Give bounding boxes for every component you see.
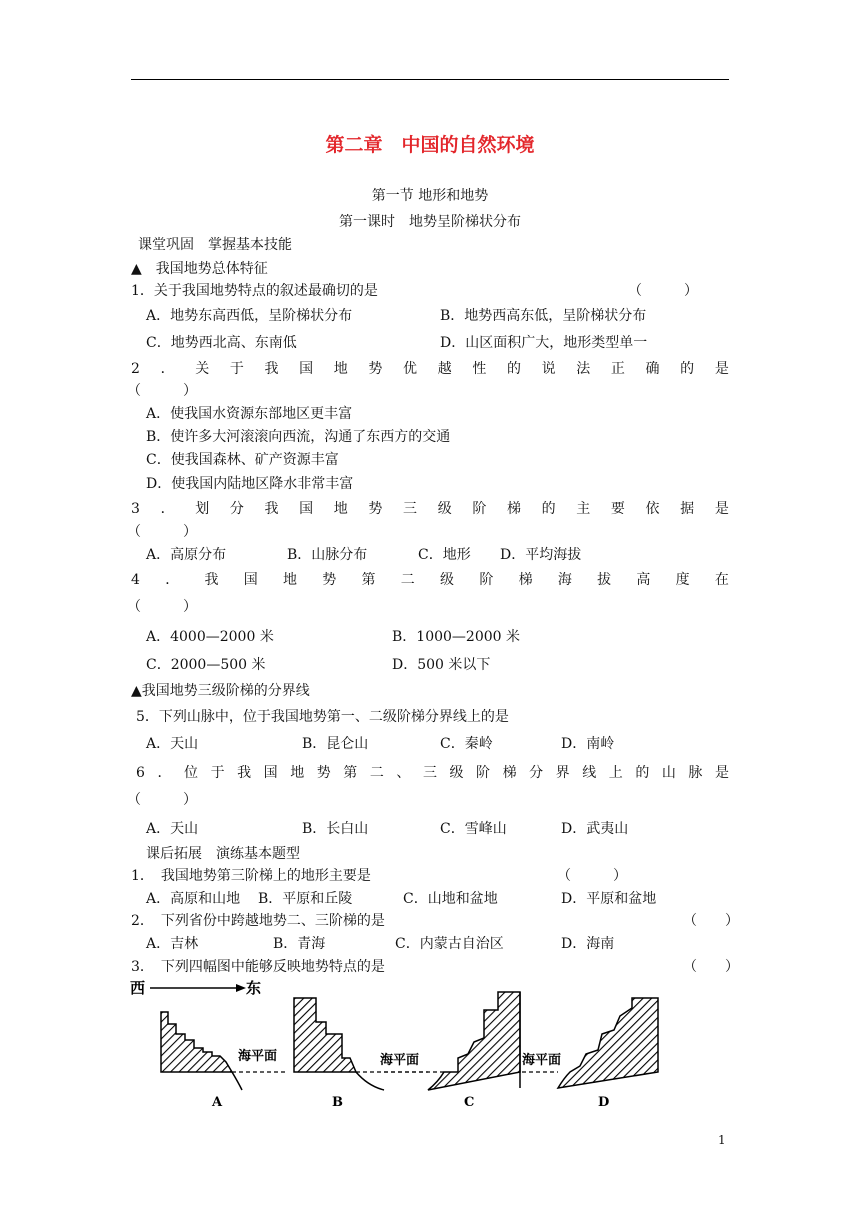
q2-option-d: D．使我国内陆地区降水非常丰富 xyxy=(146,476,354,492)
h1-option-a: A．高原和山地 xyxy=(146,891,241,907)
terrain-profile-figure xyxy=(128,978,664,1112)
sea-level-label-a: 海平面 xyxy=(238,1049,278,1064)
sea-level-label-c: 海平面 xyxy=(522,1053,562,1068)
q5-option-b: B．昆仑山 xyxy=(302,736,369,752)
q3-stem: 3 ． 划 分 我 国 地 势 三 级 阶 梯 的 主 要 依 据 是 xyxy=(131,501,729,517)
h2-stem: 2． 下列省份中跨越地势二、三阶梯的是 xyxy=(131,913,385,929)
profile-b xyxy=(294,998,419,1110)
q6-stem: 6 ． 位 于 我 国 地 势 第 二 、 三 级 阶 梯 分 界 线 上 的 山 脉 是 xyxy=(136,765,729,781)
lesson-title: 第一课时 地势呈阶梯状分布 xyxy=(339,214,521,230)
header-rule xyxy=(131,79,729,80)
h2-option-c: C．内蒙古自治区 xyxy=(395,936,504,952)
q4-option-a: A．4000—2000 米 xyxy=(146,629,274,645)
label-c: C xyxy=(464,1095,475,1110)
q2-option-c: C．使我国森林、矿产资源丰富 xyxy=(146,452,339,468)
chapter-title: 第二章 中国的自然环境 xyxy=(325,134,535,156)
h2-answer-paren: （ ） xyxy=(683,913,739,929)
section-title: 第一节 地形和地势 xyxy=(371,188,489,204)
q3-option-d: D．平均海拔 xyxy=(500,547,582,563)
q3-option-a: A．高原分布 xyxy=(146,547,227,563)
q3-answer-paren: （ ） xyxy=(127,524,197,540)
h2-option-a: A．吉林 xyxy=(146,936,199,952)
q1-option-d: D．山区面积广大，地形类型单一 xyxy=(440,335,648,351)
page-number: 1 xyxy=(718,1133,726,1147)
q4-stem: 4 ． 我 国 地 势 第 二 级 阶 梯 海 拔 高 度 在 xyxy=(131,572,729,588)
h1-option-b: B．平原和丘陵 xyxy=(258,891,353,907)
profile-a xyxy=(161,1012,288,1110)
h1-option-c: C．山地和盆地 xyxy=(403,891,498,907)
q5-option-a: A．天山 xyxy=(146,736,199,752)
h2-option-b: B．青海 xyxy=(273,936,326,952)
label-d: D xyxy=(598,1095,610,1110)
topic-heading-1: ▲ 我国地势总体特征 xyxy=(131,261,268,277)
east-label: 东 xyxy=(246,979,262,997)
h1-option-d: D．平原和盆地 xyxy=(561,891,657,907)
q4-option-d: D．500 米以下 xyxy=(392,657,491,673)
label-a: A xyxy=(212,1095,223,1110)
h3-stem: 3． 下列四幅图中能够反映地势特点的是 xyxy=(131,959,385,975)
q6-answer-paren: （ ） xyxy=(127,792,197,808)
q1-stem: 1．关于我国地势特点的叙述最确切的是 xyxy=(131,283,378,299)
q5-option-d: D．南岭 xyxy=(561,736,615,752)
q2-answer-paren: （ ） xyxy=(127,383,197,399)
q1-option-a: A．地势东高西低，呈阶梯状分布 xyxy=(146,308,353,324)
topic-heading-2: ▲我国地势三级阶梯的分界线 xyxy=(131,683,310,699)
q5-option-c: C．秦岭 xyxy=(440,736,493,752)
q3-option-c: C．地形 xyxy=(418,547,471,563)
q1-option-c: C．地势西北高、东南低 xyxy=(146,335,297,351)
h1-stem: 1． 我国地势第三阶梯上的地形主要是 xyxy=(131,868,371,884)
q5-stem: 5．下列山脉中，位于我国地势第一、二级阶梯分界线上的是 xyxy=(136,709,509,725)
h2-option-d: D．海南 xyxy=(561,936,615,952)
part-heading-1: 课堂巩固 掌握基本技能 xyxy=(138,237,292,253)
q6-option-d: D．武夷山 xyxy=(561,821,629,837)
q2-stem: 2 ． 关 于 我 国 地 势 优 越 性 的 说 法 正 确 的 是 xyxy=(131,361,729,377)
q6-option-a: A．天山 xyxy=(146,821,199,837)
sea-level-label-b: 海平面 xyxy=(380,1053,420,1068)
q6-option-b: B．长白山 xyxy=(302,821,369,837)
profile-c xyxy=(428,992,561,1110)
q2-option-b: B．使许多大河滚滚向西流，沟通了东西方的交通 xyxy=(146,429,451,445)
arrow-head-icon xyxy=(236,984,246,992)
west-label: 西 xyxy=(130,979,146,997)
q2-option-a: A．使我国水资源东部地区更丰富 xyxy=(146,406,353,422)
q4-option-c: C．2000—500 米 xyxy=(146,657,266,673)
h3-answer-paren: （ ） xyxy=(683,959,739,975)
part-heading-2: 课后拓展 演练基本题型 xyxy=(146,846,300,862)
q4-option-b: B．1000—2000 米 xyxy=(392,629,520,645)
label-b: B xyxy=(332,1095,343,1110)
q1-option-b: B．地势西高东低，呈阶梯状分布 xyxy=(440,308,647,324)
h1-answer-paren: （ ） xyxy=(557,868,627,884)
q1-answer-paren: （ ） xyxy=(628,283,698,299)
q4-answer-paren: （ ） xyxy=(127,599,197,615)
q3-option-b: B．山脉分布 xyxy=(287,547,368,563)
q6-option-c: C．雪峰山 xyxy=(440,821,507,837)
